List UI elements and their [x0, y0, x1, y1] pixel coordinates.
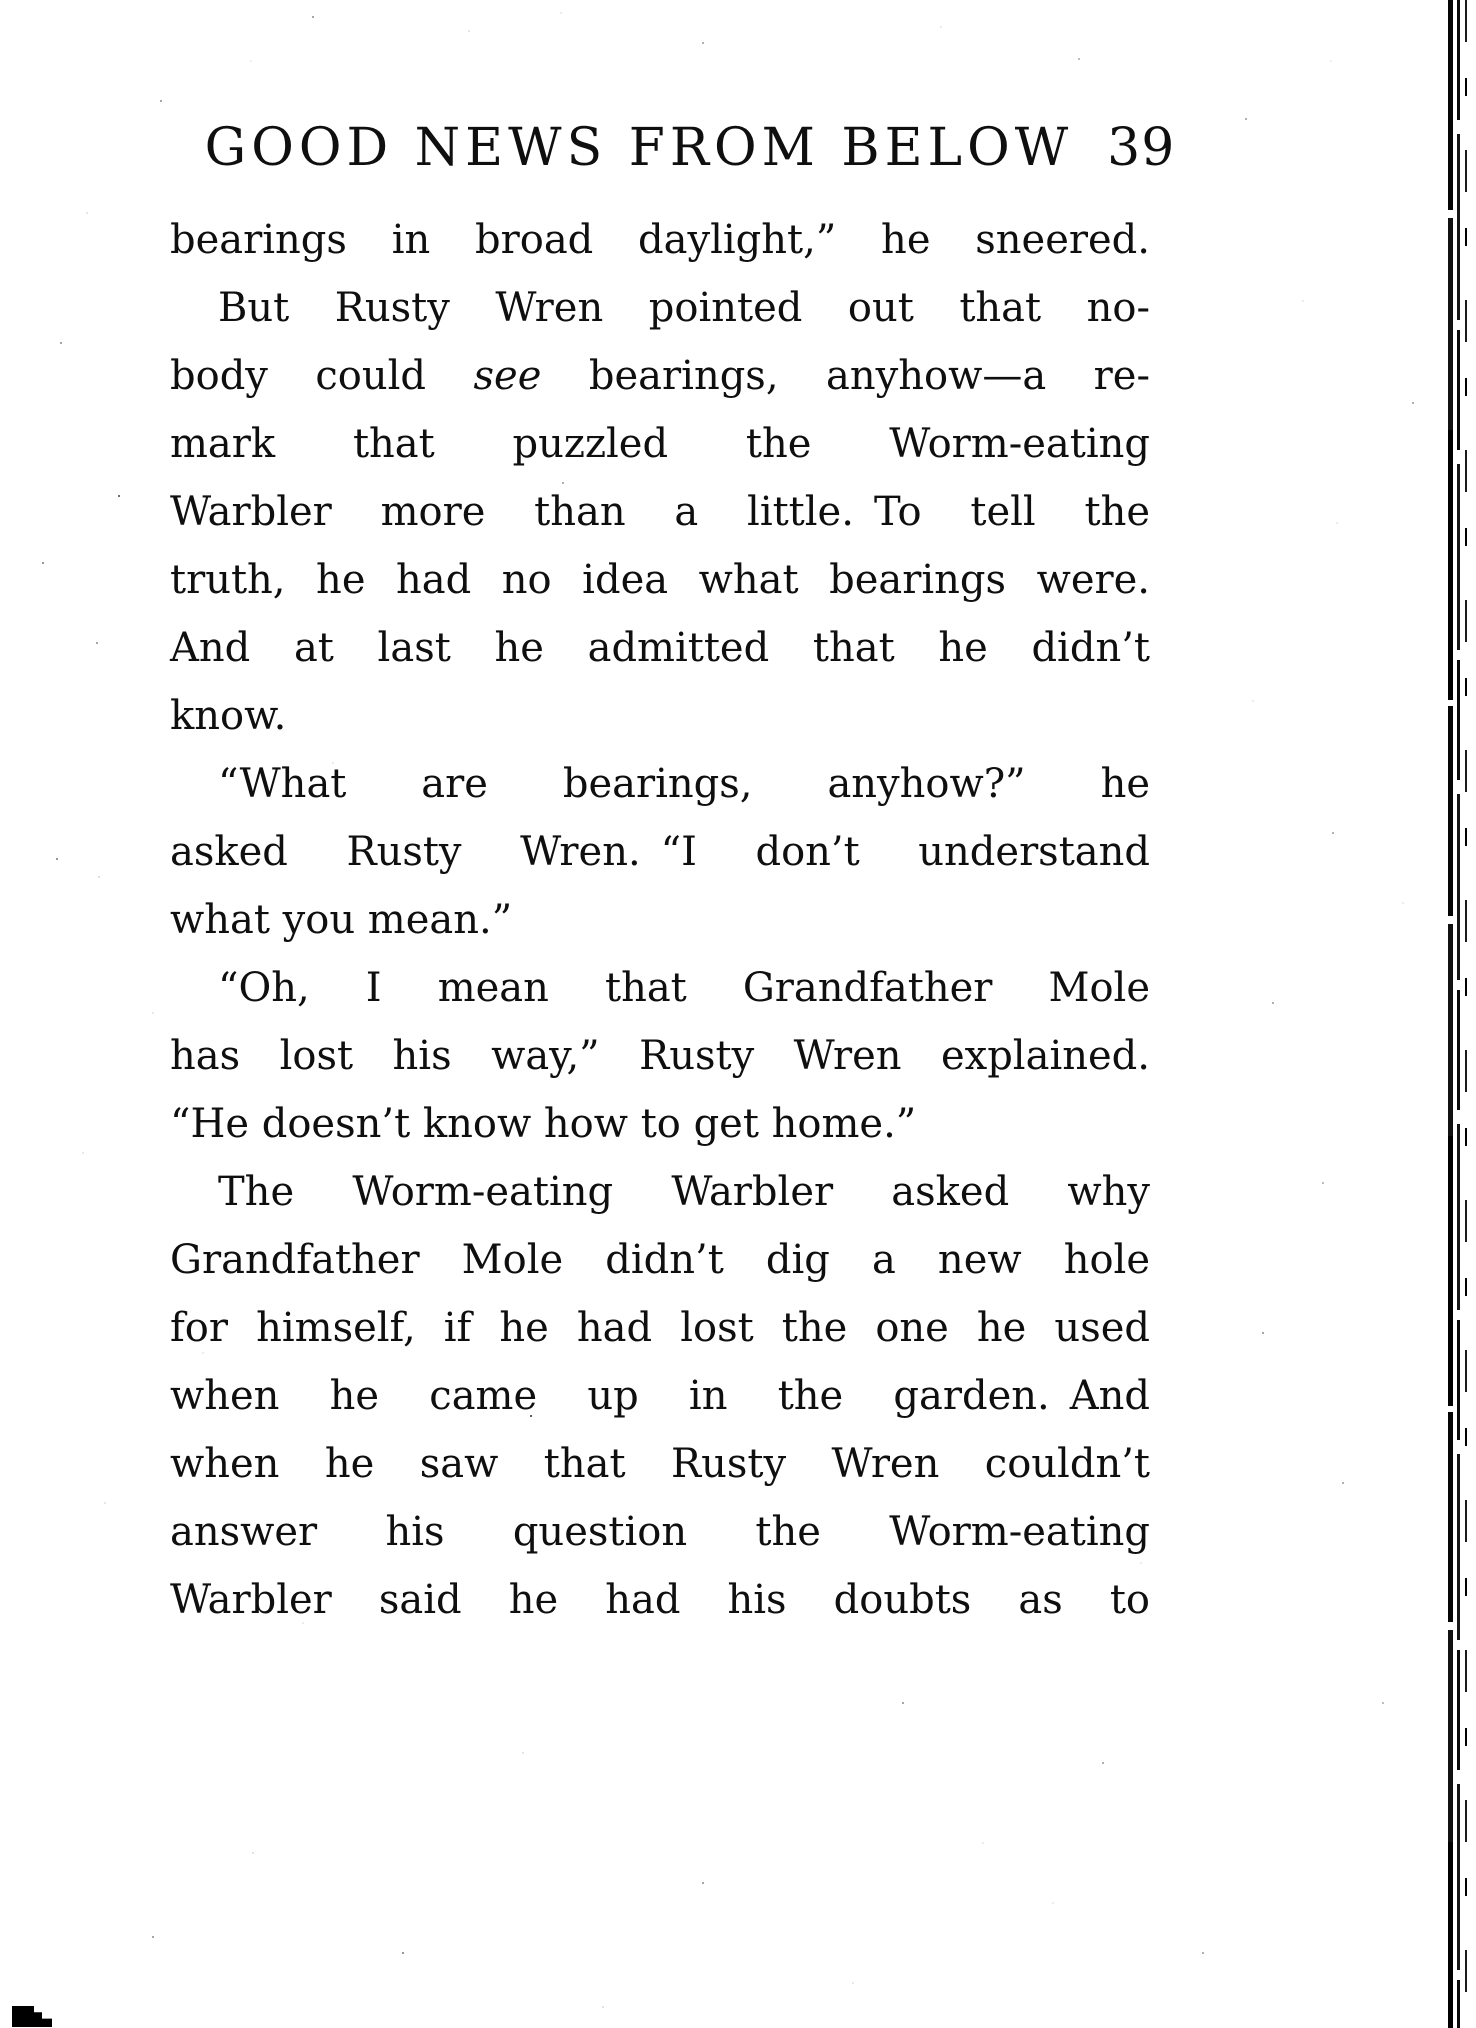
scan-edge-line [1465, 0, 1467, 2028]
text-line: what you mean.” [170, 897, 513, 943]
text-line: And at last he admitted that he didn’t [170, 625, 1150, 671]
text-line: mark that puzzled the Worm-eating [170, 421, 1150, 467]
running-head [170, 118, 1180, 178]
text-line: truth, he had no idea what bearings were. [170, 557, 1150, 603]
text-line: “Oh, I mean that Grandfather Mole [218, 965, 1150, 1011]
text-line: asked Rusty Wren. “I don’t understand [170, 829, 1150, 875]
text-line: Grandfather Mole didn’t dig a new hole [170, 1237, 1150, 1283]
ink-blot [12, 2006, 52, 2027]
text-line: bearings in broad daylight,” he sneered. [170, 217, 1150, 263]
body-text [170, 206, 1150, 1634]
text-line: Warbler more than a little. To tell the [170, 489, 1150, 535]
text-line: for himself, if he had lost the one he used [170, 1305, 1150, 1351]
scan-edge-line [1448, 0, 1453, 2028]
text-line: But Rusty Wren pointed out that no- [218, 285, 1150, 331]
text-line: “What are bearings, anyhow?” he [218, 761, 1150, 807]
scan-edge-line [1457, 0, 1460, 2028]
text-line: Warbler said he had his doubts as to [170, 1577, 1150, 1623]
text-line: when he came up in the garden. And [170, 1373, 1150, 1419]
text-line: “He doesn’t know how to get home.” [170, 1101, 917, 1147]
text-line: answer his question the Worm-eating [170, 1509, 1150, 1555]
page-number: 39 [1107, 118, 1176, 178]
scan-noise [0, 0, 2, 2]
text-line: body could see bearings, anyhow—a re- [170, 353, 1150, 399]
text-line: know. [170, 693, 287, 739]
chapter-title: GOOD NEWS FROM BELOW [204, 118, 1074, 178]
text-line: when he saw that Rusty Wren couldn’t [170, 1441, 1150, 1487]
text-line: has lost his way,” Rusty Wren explained. [170, 1033, 1150, 1079]
text-line: The Worm-eating Warbler asked why [218, 1169, 1150, 1215]
